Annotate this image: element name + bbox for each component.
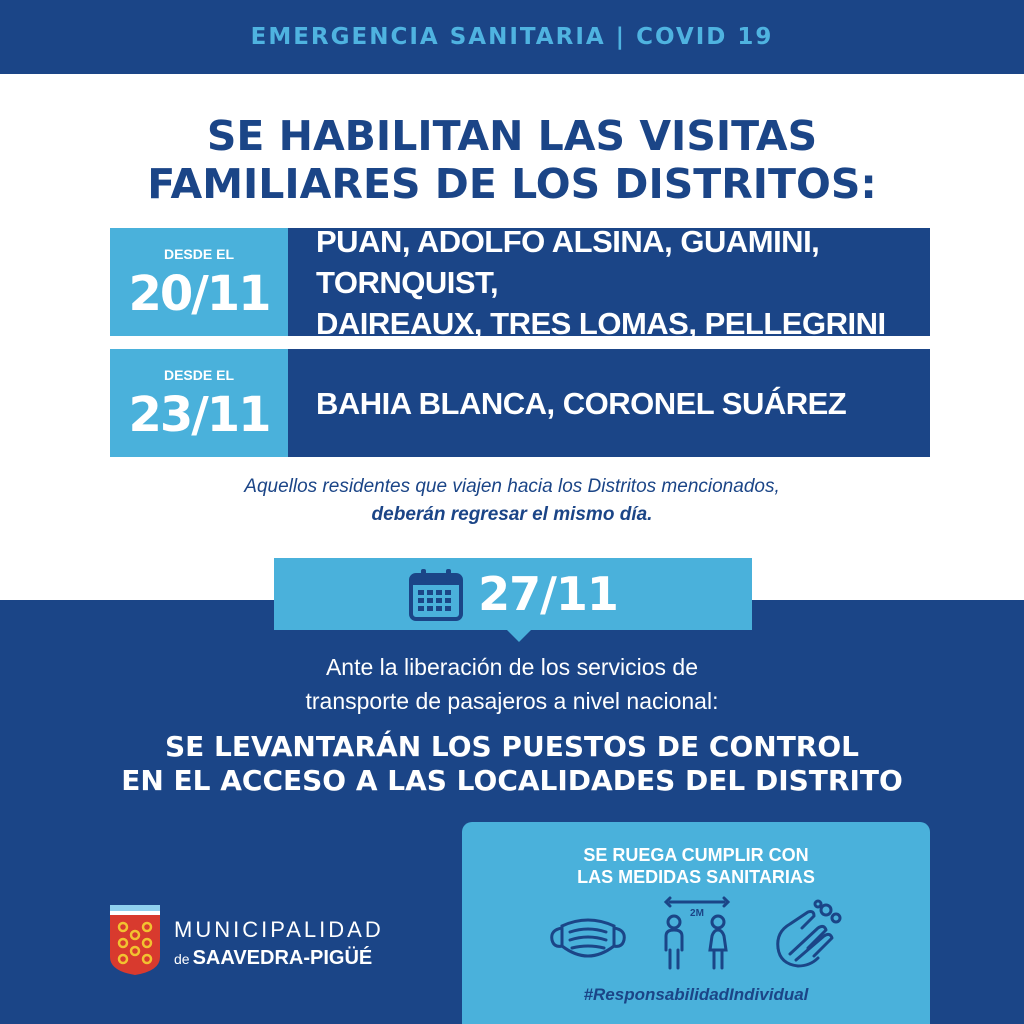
announcement xyxy=(0,730,1024,798)
banner-date: 27/11 xyxy=(478,567,618,621)
date-label: DESDE EL xyxy=(163,246,234,262)
date-value: 20/11 xyxy=(128,266,270,322)
date-box xyxy=(110,349,288,457)
header-title: EMERGENCIA SANITARIA | COVID 19 xyxy=(250,24,774,50)
hashtag: #ResponsabilidadIndividual xyxy=(583,985,809,1004)
headline-line-1: SE HABILITAN LAS VISITAS xyxy=(206,112,818,160)
transport-intro xyxy=(0,650,1024,718)
headline xyxy=(0,112,1024,208)
calendar-icon xyxy=(408,566,464,622)
date-value: 23/11 xyxy=(128,387,270,443)
ante-line-2: transporte de pasajeros a nivel nacional: xyxy=(305,688,719,714)
note-line-1: Aquellos residentes que viajen hacia los Distritos mencionados, xyxy=(244,476,780,497)
measures-title-line-1: SE RUEGA CUMPLIR CON xyxy=(583,845,809,865)
date-banner xyxy=(274,558,752,630)
announcement-line-2: EN EL ACCESO A LAS LOCALIDADES DEL DISTRITO xyxy=(121,764,903,797)
districts-line-1: PUAN, ADOLFO ALSINA, GUAMINI, TORNQUIST, xyxy=(316,223,820,300)
measures-icons xyxy=(462,902,930,982)
logo-name: MUNICIPALIDAD xyxy=(174,917,384,942)
logo-place: SAAVEDRA-PIGÜÉ xyxy=(192,947,373,969)
districts-line-1: BAHIA BLANCA, CORONEL SUÁREZ xyxy=(316,385,847,421)
municipality-logo xyxy=(108,905,408,977)
districts-box xyxy=(288,349,930,457)
date-box xyxy=(110,228,288,336)
ante-line-1: Ante la liberación de los servicios de xyxy=(325,654,699,680)
measures-title xyxy=(462,844,930,888)
residents-note xyxy=(0,473,1024,529)
banner-pointer xyxy=(507,630,531,642)
districts-line-2: DAIREAUX, TRES LOMAS, PELLEGRINI xyxy=(316,305,886,341)
health-measures-card xyxy=(462,822,930,1024)
header-bar xyxy=(0,0,1024,74)
note-line-2: deberán regresar el mismo día. xyxy=(371,504,653,525)
measures-title-line-2: LAS MEDIDAS SANITARIAS xyxy=(577,867,815,887)
hand-washing-icon xyxy=(768,898,848,974)
social-distance-icon xyxy=(658,896,738,976)
date-label: DESDE EL xyxy=(163,367,234,383)
districts-box xyxy=(288,223,930,341)
schedule-row xyxy=(110,349,930,457)
logo-subtitle xyxy=(174,947,372,970)
announcement-line-1: SE LEVANTARÁN LOS PUESTOS DE CONTROL xyxy=(164,730,860,763)
distance-label: 2M xyxy=(690,908,704,919)
face-mask-icon xyxy=(548,902,628,974)
headline-line-2: FAMILIARES DE LOS DISTRITOS: xyxy=(147,160,877,208)
shield-icon xyxy=(108,905,162,977)
schedule-row xyxy=(110,223,930,341)
logo-prefix: de xyxy=(174,951,190,967)
